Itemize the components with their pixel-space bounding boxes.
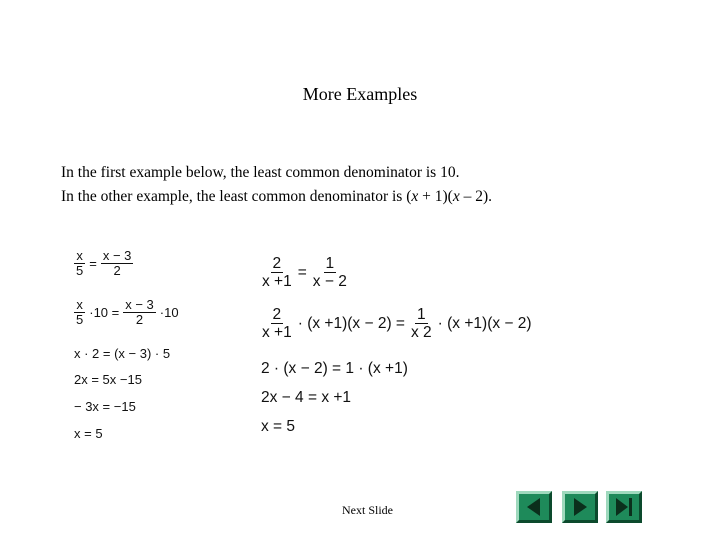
ex1-equation-3: x · 2 = (x − 3) · 5	[74, 346, 171, 361]
ex2-equation-5: x = 5	[261, 418, 296, 435]
fraction: $\frac{2}{x +1}$	[262, 255, 292, 291]
fraction: $\frac{x - 3}{2}$	[102, 248, 132, 279]
intro-line-2: In the other example, the least common denominator is (x + 1)(x – 2).	[61, 188, 493, 205]
slide-title: More Examples	[302, 84, 418, 104]
ex2-equation-4: 2x − 4 = x +1	[261, 389, 352, 406]
fraction: $\frac{2}{x +1}$	[262, 306, 292, 342]
intro-line-1: In the first example below, the least common denominator is 10.	[61, 164, 460, 181]
next-slide-button[interactable]	[562, 491, 598, 523]
fraction: $\frac{x}{5}$	[76, 248, 84, 279]
next-slide-label[interactable]: Next Slide	[342, 503, 393, 517]
ex1-equation-1: $\frac{x}{5}$ = $\frac{x - 3}{2}$	[76, 248, 132, 279]
ex2-equation-3: 2 · (x − 2) = 1 · (x +1)	[261, 360, 408, 377]
triangle-left-icon	[519, 494, 549, 520]
ex1-equation-6: x = 5	[74, 426, 103, 441]
ex1-equation-4: 2x = 5x −15	[74, 372, 142, 387]
ex1-equation-2: $\frac{x}{5}$ ·10 = $\frac{x - 3}{2}$ ·10	[76, 297, 179, 328]
ex2-equation-2: $\frac{2}{x +1}$ · (x +1)(x − 2) = $\frac{1}{x 2}$ · (x +1)(x − 2)	[262, 306, 532, 342]
fraction: $\frac{x}{5}$	[76, 297, 84, 328]
fraction: $\frac{x - 3}{2}$	[125, 297, 154, 328]
intro-text	[61, 161, 492, 209]
ex2-equation-1: $\frac{2}{x +1}$ = $\frac{1}{x - 2}$	[262, 255, 347, 291]
ex1-equation-5: − 3x = −15	[74, 399, 136, 414]
skip-to-end-icon	[609, 494, 639, 520]
triangle-right-icon	[565, 494, 595, 520]
fraction: $\frac{1}{x 2}$	[410, 306, 432, 342]
last-slide-button[interactable]	[606, 491, 642, 523]
fraction: $\frac{1}{x - 2}$	[312, 255, 347, 291]
previous-slide-button[interactable]	[516, 491, 552, 523]
